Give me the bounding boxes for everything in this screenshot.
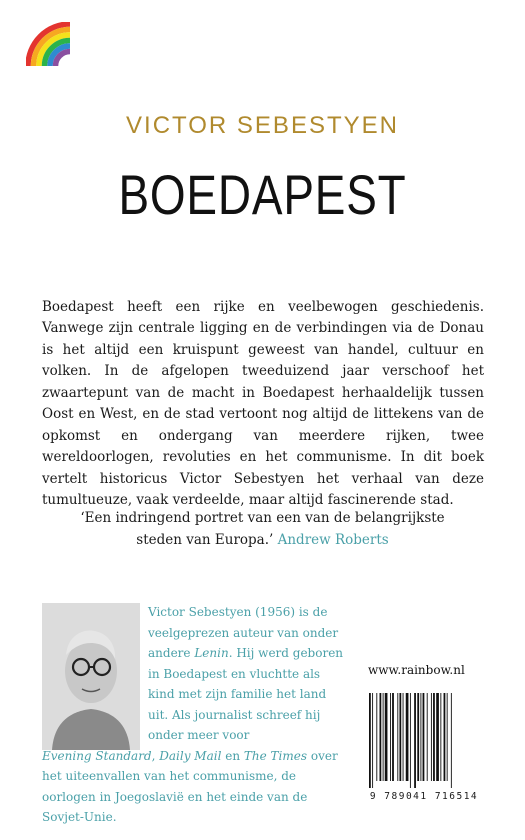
bio-part-3: en [221,748,244,763]
bio-tail [42,746,352,828]
barcode-bar [410,693,411,788]
barcode-bar [372,693,373,788]
bio-part-2: . Hij werd geboren in Boedapest en vluchtte als kind met zijn familie het land uit. Als journalist schreef hij onder meer voor [148,646,344,742]
bio-newspaper-2: Daily Mail [159,748,222,763]
barcode-bar [444,693,446,781]
barcode-bar [406,693,409,781]
bio-newspaper-3: The Times [243,748,308,763]
book-title: BOEDAPEST [118,163,407,226]
author-portrait-image [42,603,140,750]
barcode-bar [420,693,421,781]
barcode-bar [376,693,377,781]
barcode-bar [451,693,452,788]
quote-author: Andrew Roberts [277,531,389,548]
bio-part-4: over het uiteenvallen van het communisme, de oorlogen in Joegoslavië en het einde van de Sovjet-Unie. [42,748,338,824]
quote-line-2: steden van Europa.’ [136,531,274,548]
barcode-bar [427,693,428,781]
barcode-bar [385,693,388,781]
bio-part-1: Victor Sebestyen (1956) is de veelgeprezen auteur van onder andere [148,605,339,660]
barcode-bar [390,693,391,781]
barcode-bar [392,693,394,781]
blurb-text: Boedapest heeft een rijke en veelbewogen geschiedenis. Vanwege zijn centrale ligging en de verbindingen via de Donau is het altijd een kruispunt geweest van handel, cultuur en volken. In de afgelopen tweeduizend jaar verschoof het zwaartepunt van de macht in Boedapest herhaaldelijk tussen Oost en West, en de stad vertoont nog altijd de littekens van de opkomst en ondergang van meerdere rijken, twee wereldoorlogen, revoluties en het communisme. In dit boek vertelt historicus Victor Sebestyen het verhaal van deze tumultueuze, vaak verdeelde, maar altijd fascinerende stad. [42,298,484,508]
quote-line-1: ‘Een indringend portret van een van de belangrijkste [80,510,445,526]
barcode-bar [403,693,404,781]
barcode-bar [414,693,416,788]
barcode-bar [431,693,432,781]
bio-separator: , [151,748,160,763]
barcode-bar [399,693,401,781]
author-bio [42,602,348,828]
barcode-bar [380,693,382,781]
bio-newspaper-1: Evening Standard [42,748,152,763]
barcode-bar [433,693,435,781]
barcode-icon [367,693,481,788]
author-photo [42,603,140,750]
author-name: VICTOR SEBESTYEN [126,112,399,139]
publisher-website: www.rainbow.nl [368,663,465,677]
barcode-bar [447,693,448,781]
barcode-bar [436,693,439,781]
rainbow-logo-icon [26,22,72,68]
barcode-bar [369,693,371,788]
barcode-bar [423,693,425,781]
barcode-bar [383,693,384,781]
barcode-bar [417,693,419,781]
barcode-bar [397,693,398,781]
barcode-bar [440,693,441,781]
isbn-barcode [362,686,486,816]
bio-book-title: Lenin [194,646,229,660]
review-quote [0,508,525,551]
barcode-number: 9 789041 716514 [369,791,479,802]
